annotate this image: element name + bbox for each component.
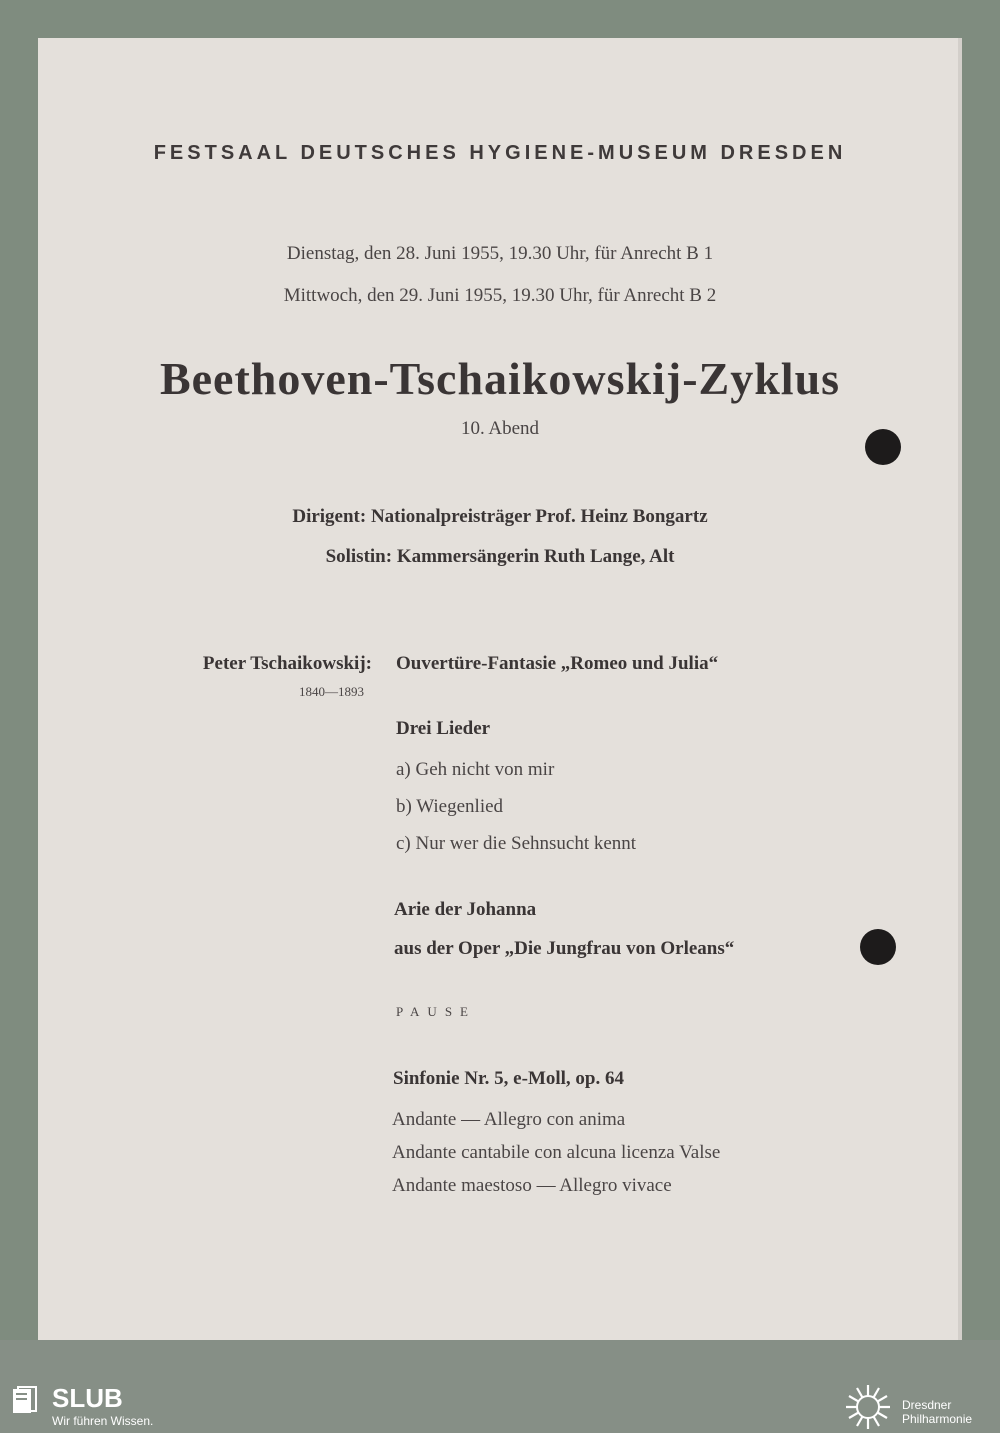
date-line-2: Mittwoch, den 29. Juni 1955, 19.30 Uhr, für Anrecht B 2 [283,285,717,306]
soloist-credit: Solistin: Kammersängerin Ruth Lange, Alt [325,546,675,567]
page-edge [958,38,962,1340]
song-item: b) Wiegenlied [396,796,504,817]
movement-item: Andante cantabile con alcuna licenza Valse [392,1142,721,1163]
pause-label: PAUSE [396,1004,476,1019]
concert-title: Beethoven-Tschaikowskij-Zyklus [159,353,841,404]
songs-title: Drei Lieder [396,718,491,739]
overture-title: Ouvertüre-Fantasie „Romeo und Julia“ [396,653,719,674]
partner-name-line1: Dresdner [902,1398,952,1412]
song-item: a) Geh nicht von mir [396,759,555,780]
symphony-title: Sinfonie Nr. 5, e-Moll, op. 64 [393,1068,624,1089]
song-item: c) Nur wer die Sehnsucht kennt [396,833,637,854]
slub-book-icon [12,1386,38,1416]
partner-name-line2: Philharmonie [902,1412,973,1426]
date-line-1: Dienstag, den 28. Juni 1955, 19.30 Uhr, für Anrecht B 1 [286,243,714,264]
aria-source: aus der Oper „Die Jungfrau von Orleans“ [394,938,735,959]
composer-years: 1840—1893 [299,684,364,699]
conductor-credit: Dirigent: Nationalpreisträger Prof. Heinz Bongartz [292,506,708,527]
philharmonie-sunburst-icon [842,1383,894,1431]
aria-title: Arie der Johanna [394,899,537,920]
movement-item: Andante maestoso — Allegro vivace [392,1175,672,1196]
library-tagline: Wir führen Wissen. [52,1414,154,1428]
punch-hole [860,929,896,965]
concert-subtitle: 10. Abend [460,418,540,439]
composer-name: Peter Tschaikowskij: [202,653,372,674]
venue-heading: FESTSAAL DEUTSCHES HYGIENE-MUSEUM DRESDEN [153,142,847,164]
punch-hole [865,429,901,465]
movement-item: Andante — Allegro con anima [392,1109,626,1130]
library-name: SLUB [52,1383,123,1413]
